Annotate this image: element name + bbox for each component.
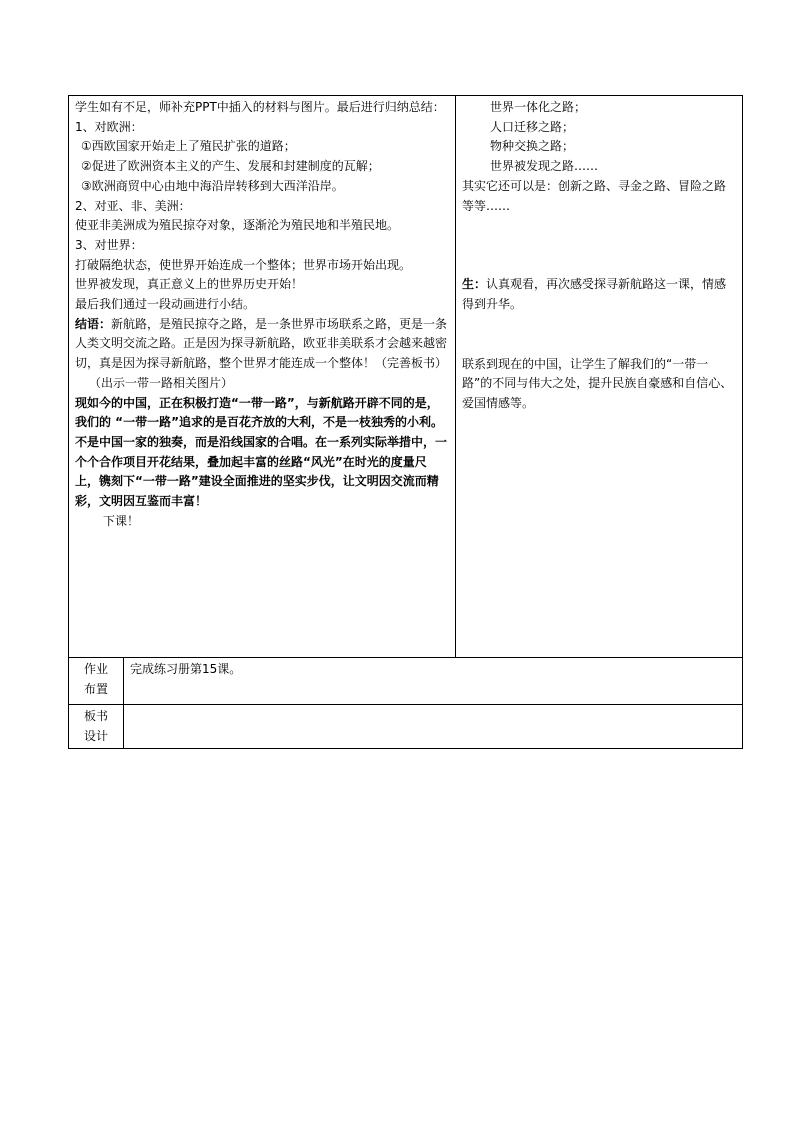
road-item-1: 世界一体化之路； [490, 100, 587, 114]
lesson-plan-table [68, 95, 743, 749]
board-value [124, 705, 743, 749]
homework-label [69, 658, 124, 705]
homework-row [69, 658, 743, 705]
teacher-activity-cell [69, 96, 456, 658]
road-also: 其实它还可以是：创新之路、寻金之路、冒险之路等等…… [462, 178, 727, 213]
homework-label-line-2: 布置 [83, 681, 108, 696]
world-heading: 3、对世界： [75, 237, 143, 252]
board-label-line-1: 板书 [83, 709, 108, 723]
student-label: 生： [462, 277, 487, 292]
europe-point-2: ②促进了欧洲资本主义的产生、发展和封建制度的瓦解； [81, 159, 380, 174]
student-text: 认真观看，再次感受探寻新航路这一课，情感得到升华。 [462, 277, 727, 311]
road-item-2: 人口迁移之路； [490, 119, 575, 134]
board-row [69, 705, 743, 749]
europe-heading: 1、对欧洲： [75, 119, 143, 134]
animation-line: 最后我们通过一段动画进行小结。 [75, 297, 256, 312]
spacer [462, 315, 736, 355]
intro-line: 学生如有不足，师补充PPT中插入的材料与图片。最后进行归纳总结： [75, 100, 445, 114]
student-activity-cell [456, 96, 743, 658]
conclusion-paragraph [75, 315, 449, 374]
board-label-line-2: 设计 [83, 728, 108, 743]
conclusion-text: 新航路，是殖民掠夺之路，是一条世界市场联系之路，更是一条人类文明交流之路。正是因为探寻新航路，欧亚非美联系才会越来越密切，真是因为探寻新航路，整个世界才能连成一个整体！（完善板书） [75, 316, 448, 371]
asia-heading: 2、对亚、非、美洲： [75, 198, 191, 213]
homework-label-line-1: 作业 [83, 662, 108, 676]
world-text: 打破隔绝状态，使世界开始连成一个整体；世界市场开始出现。 [75, 257, 412, 272]
road-item-3: 物种交换之路； [490, 139, 575, 154]
asia-text: 使亚非美洲成为殖民掠夺对象，逐渐沦为殖民地和半殖民地。 [75, 218, 400, 233]
homework-value: 完成练习册第15课。 [124, 658, 743, 705]
world-history-line: 世界被发现，真正意义上的世界历史开始！ [75, 277, 304, 292]
conclusion-label: 结语： [75, 316, 112, 331]
road-item-4: 世界被发现之路…… [490, 159, 599, 174]
student-response [462, 275, 736, 314]
image-note: （出示一带一路相关图片） [89, 375, 234, 390]
spacer [462, 216, 736, 275]
europe-point-1: ①西欧国家开始走上了殖民扩张的道路； [81, 139, 296, 154]
board-label [69, 705, 124, 749]
europe-point-3: ③欧洲商贸中心由地中海沿岸转移到大西洋沿岸。 [81, 178, 344, 193]
class-end: 下课！ [103, 513, 140, 528]
design-intent: 联系到现在的中国，让学生了解我们的“一带一路”的不同与伟大之处，提升民族自豪感和自信心、爱国情感等。 [462, 356, 733, 411]
belt-road-paragraph: 现如今的中国，正在积极打造“一带一路”，与新航路开辟不同的是，我们的 “一带一路”追求的是百花齐放的大利，不是一枝独秀的小利。不是中国一家的独奏，而是沿线国家的合唱。在一系列实际举措中，一个个合作项目开花结果，叠加起丰富的丝路“风光”在时光的度量尺上，镌刻下“一带一路”建设全面推进的坚实步伐，让文明因交流而精彩，文明因互鉴而丰富！ [75, 395, 448, 509]
process-row [69, 96, 743, 658]
